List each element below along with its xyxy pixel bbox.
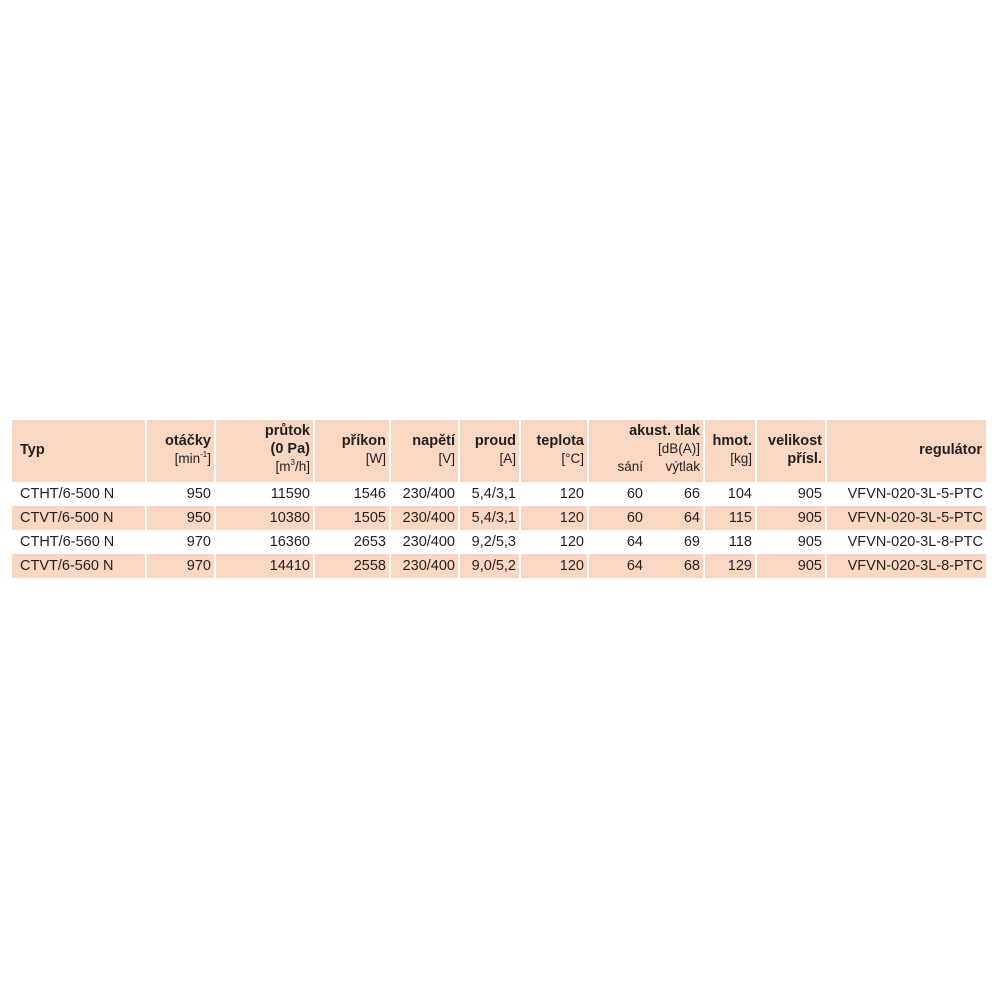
cell-napeti: 230/400 [402, 486, 455, 502]
cell-velikost: 905 [757, 506, 825, 530]
cell-proud: 5,4/3,1 [460, 506, 519, 530]
cell-sani: 64 [626, 534, 643, 550]
cell-akust [589, 482, 703, 506]
spec-table [10, 420, 988, 578]
cell-proud: 9,0/5,2 [460, 554, 519, 578]
cell-proud: 9,2/5,3 [471, 534, 516, 550]
cell-teplota: 120 [559, 534, 584, 550]
cell-vytlak: 66 [683, 486, 700, 502]
header-row [12, 420, 986, 482]
cell-prutok: 10380 [216, 506, 313, 530]
cell-napeti: 230/400 [391, 506, 458, 530]
cell-typ: CTHT/6-560 N [20, 534, 115, 550]
cell-teplota: 120 [521, 506, 587, 530]
cell-prikon: 2653 [353, 534, 386, 550]
col-header-prutok: průtok (0 Pa) $[m^3/h]$ [216, 420, 313, 482]
col-header-akust-tlak: akust. tlak [dB(A)] sání výtlak [589, 420, 703, 482]
cell-akust [589, 554, 703, 578]
col-header-proud: proud [A] [460, 420, 519, 482]
col-header-napeti: napětí [V] [391, 420, 458, 482]
col-header-otacky: otáčky $[\min^{-1}]$ [147, 420, 214, 482]
cell-akust [589, 506, 703, 530]
cell-otacky: 970 [147, 554, 214, 578]
cell-teplota: 120 [559, 486, 584, 502]
cell-teplota: 120 [521, 554, 587, 578]
col-header-sani: sání [617, 459, 643, 474]
col-header-vytlak: výtlak [665, 459, 700, 474]
cell-sani: 60 [626, 486, 643, 502]
table-row [12, 554, 986, 578]
col-header-typ: Typ [12, 420, 145, 482]
cell-vytlak: 64 [683, 510, 700, 526]
cell-prutok: 11590 [270, 486, 310, 502]
cell-regulator: VFVN-020-3L-8-PTC [847, 534, 983, 550]
cell-typ: CTVT/6-500 N [12, 506, 145, 530]
cell-prikon: 1546 [353, 486, 386, 502]
col-header-regulator: regulátor [827, 420, 986, 482]
cell-prikon: 1505 [315, 506, 389, 530]
cell-hmot: 118 [728, 534, 752, 550]
cell-prikon: 2558 [315, 554, 389, 578]
cell-prutok: 16360 [269, 534, 310, 550]
cell-typ: CTVT/6-560 N [12, 554, 145, 578]
cell-velikost: 905 [757, 554, 825, 578]
cell-napeti: 230/400 [391, 554, 458, 578]
cell-velikost: 905 [797, 486, 822, 502]
cell-vytlak: 69 [683, 534, 700, 550]
table-row [12, 530, 986, 554]
spec-table-container [10, 420, 988, 578]
cell-velikost: 905 [797, 534, 822, 550]
cell-regulator: VFVN-020-3L-8-PTC [827, 554, 986, 578]
col-header-hmot: hmot. [kg] [705, 420, 755, 482]
cell-vytlak: 68 [683, 558, 700, 574]
col-header-prikon: příkon [W] [315, 420, 389, 482]
table-row [12, 506, 986, 530]
cell-otacky: 970 [186, 534, 211, 550]
col-header-velikost: velikost přísl. [757, 420, 825, 482]
cell-otacky: 950 [147, 506, 214, 530]
cell-sani: 64 [626, 558, 643, 574]
cell-hmot: 104 [727, 486, 752, 502]
col-header-teplota: teplota [°C] [521, 420, 587, 482]
cell-hmot: 115 [705, 506, 755, 530]
cell-napeti: 230/400 [402, 534, 455, 550]
cell-hmot: 129 [705, 554, 755, 578]
cell-otacky: 950 [186, 486, 211, 502]
cell-sani: 60 [626, 510, 643, 526]
cell-prutok: 14410 [216, 554, 313, 578]
table-row [12, 482, 986, 506]
cell-typ: CTHT/6-500 N [20, 486, 115, 502]
cell-regulator: VFVN-020-3L-5-PTC [827, 506, 986, 530]
cell-regulator: VFVN-020-3L-5-PTC [847, 486, 983, 502]
cell-akust [589, 530, 703, 554]
cell-proud: 5,4/3,1 [471, 486, 516, 502]
